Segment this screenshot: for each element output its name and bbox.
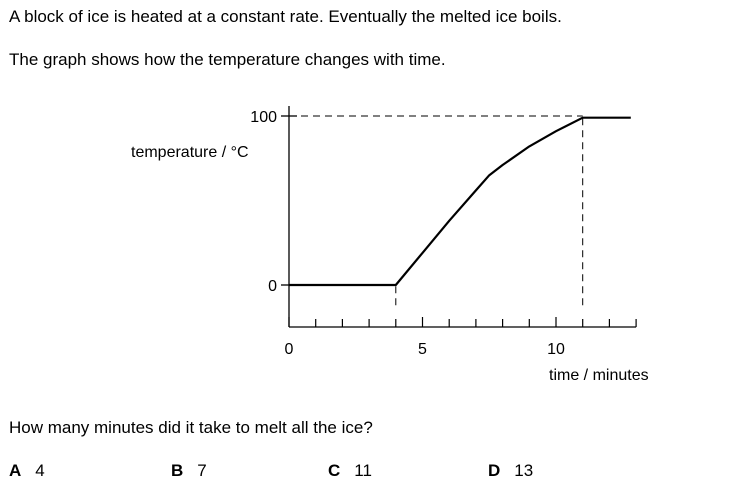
y-tick-label-0: 0 [268,278,277,295]
x-axis-label: time / minutes [549,367,649,384]
y-tick-label-100: 100 [250,109,277,126]
option-b-text: 7 [197,461,207,480]
option-d[interactable] [488,461,533,481]
option-a[interactable] [9,461,45,481]
intro-line-1: A block of ice is heated at a constant rate. Eventually the melted ice boils. [9,7,562,26]
option-a-text: 4 [35,461,45,480]
x-tick-label-0: 0 [284,341,294,358]
option-c[interactable] [328,461,372,481]
option-a-letter: A [9,461,22,480]
option-b[interactable] [171,461,207,481]
option-c-text: 11 [354,461,372,480]
option-d-letter: D [488,461,501,480]
intro-line-2: The graph shows how the temperature changes with time. [9,50,446,69]
question-prompt: How many minutes did it take to melt all the ice? [9,418,373,437]
option-c-letter: C [328,461,341,480]
x-tick-label-10: 10 [547,341,565,358]
option-b-letter: B [171,461,184,480]
temperature-curve [289,118,631,285]
option-d-text: 13 [514,461,534,480]
y-axis-label: temperature / °C [131,144,249,161]
x-tick-label-5: 5 [418,341,427,358]
